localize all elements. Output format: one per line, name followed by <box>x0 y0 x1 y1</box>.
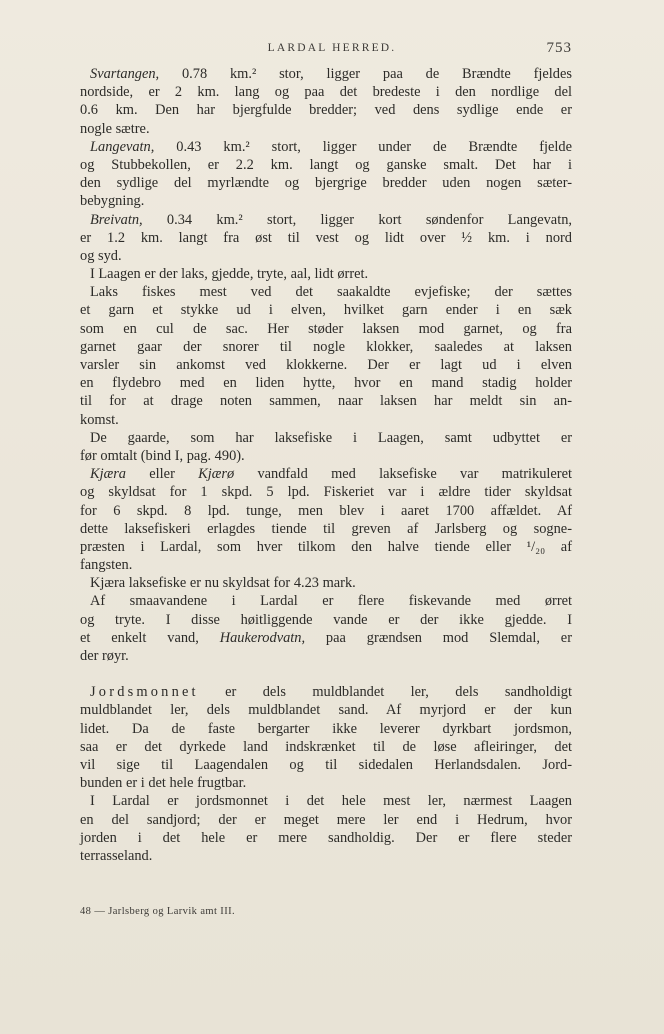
text-line <box>80 83 572 101</box>
text-line <box>80 647 572 665</box>
text-line <box>80 520 572 538</box>
text-line <box>80 829 572 847</box>
paragraph-gap <box>80 665 572 683</box>
text-run: 0.6 km. Den har bjergfulde bredder; ved dens sydlige ende er <box>80 102 572 119</box>
text-line <box>80 847 572 865</box>
text-line <box>80 447 572 465</box>
text-line <box>80 538 572 556</box>
italic-term: Kjæra <box>90 466 126 483</box>
text-run: I Laagen er der laks, gjedde, tryte, aal, lidt ørret. <box>90 266 369 283</box>
text-line <box>80 120 572 138</box>
text-run: vandfald med laksefiske var matrikuleret <box>234 466 572 483</box>
text-run: nogle sætre. <box>80 120 150 137</box>
text-run: for 6 skpd. 8 lpd. tunge, men blev i aaret 1700 affældet. Af <box>80 502 572 519</box>
text-run: er 1.2 km. langt fra øst til vest og lidt over ½ km. i nord <box>80 229 572 246</box>
italic-term: Svartangen, <box>90 66 160 82</box>
italic-term: Haukerodvatn, <box>219 629 306 646</box>
text-line <box>80 229 572 247</box>
text-run: fangsten. <box>80 557 133 574</box>
text-line <box>80 138 572 156</box>
text-line <box>80 301 572 319</box>
text-line <box>80 156 572 174</box>
text-line <box>80 374 572 392</box>
text-run: præsten i Lardal, som hver tilkom den halve tiende eller ¹/₂₀ af <box>80 538 572 555</box>
text-run: bunden er i det hele frugtbar. <box>80 775 247 792</box>
text-line <box>80 556 572 574</box>
text-run: og tryte. I disse høitliggende vande er der ikke gjedde. I <box>80 611 572 628</box>
text-run: Kjæra laksefiske er nu skyldsat for 4.23 mark. <box>90 575 356 592</box>
text-run: og syd. <box>80 247 122 264</box>
text-run: paa grændsen mod Slemdal, er <box>305 629 572 646</box>
text-run: terrasseland. <box>80 847 153 864</box>
text-run: komst. <box>80 411 119 428</box>
text-line <box>80 483 572 501</box>
footer-signature: 48 — Jarlsberg og Larvik amt III. <box>80 906 236 917</box>
text-run: før omtalt (bind I, pag. 490). <box>80 447 245 464</box>
text-run: dette laksefiskeri erlagdes tiende til greven af Jarlsberg og sogne- <box>80 520 572 537</box>
italic-term: Langevatn, <box>90 138 155 155</box>
text-run: 0.34 km.² stort, ligger kort søndenfor Langevatn, <box>142 211 572 228</box>
text-run: varsler sin ankomst ved klokkerne. Der er lagt ud i elven <box>80 357 572 373</box>
text-run: garnet gaar der snorer til nogle klokker, saaledes at laksen <box>80 338 572 355</box>
text-run: til for at drage noten sammen, naar laksen har meldt sin an- <box>80 393 572 410</box>
text-run: og Stubbekollen, er 2.2 km. langt og ganske smalt. Det har i <box>80 156 572 173</box>
running-title: LARDAL HERRED. <box>267 42 397 54</box>
text-line <box>80 774 572 792</box>
text-line <box>80 429 572 447</box>
text-line <box>80 283 572 301</box>
text-line <box>80 629 572 647</box>
text-line <box>80 811 572 829</box>
text-run: lidet. Da de faste bergarter ikke leverer dyrkbart jordsmon, <box>80 720 572 737</box>
text-line <box>80 756 572 774</box>
text-run: som en cul de sac. Her støder laksen mod garnet, og fra <box>80 320 572 337</box>
text-run: De gaarde, som har laksefiske i Laagen, samt udbyttet er <box>90 429 572 446</box>
text-run: jorden i det hele er mere sandholdig. Der er flere steder <box>80 829 572 846</box>
text-run: muldblandet ler, dels muldblandet sand. Af myrjord er der kun <box>80 702 572 719</box>
text-line <box>80 265 572 283</box>
text-line <box>80 101 572 119</box>
text-run: vil sige til Laagendalen og til sidedalen Herlandsdalen. Jord- <box>80 756 572 773</box>
text-run: er dels muldblandet ler, dels sandholdigt <box>198 684 572 701</box>
text-run: eller <box>126 466 199 483</box>
text-run: 0.43 km.² stort, ligger under de Brændte fjelde <box>154 138 572 155</box>
text-line <box>80 502 572 520</box>
text-line <box>80 192 572 210</box>
running-head <box>0 40 664 60</box>
text-run: en flydebro med en liden hytte, hvor en mand stadig holder <box>80 375 572 392</box>
text-run: nordside, er 2 km. lang og paa det bredeste i den nordlige del <box>80 84 572 101</box>
text-line <box>80 720 572 738</box>
text-run: Laks fiskes mest ved det saakaldte evjefiske; der sættes <box>90 284 572 301</box>
text-line <box>80 211 572 229</box>
text-run: den sydlige del myrlændte og bjergrige bredder uden nogen sæter- <box>80 175 572 192</box>
text-line <box>80 65 572 83</box>
text-line <box>80 574 572 592</box>
spaced-term: Jordsmonnet <box>90 684 199 701</box>
text-line <box>80 247 572 265</box>
text-line <box>80 338 572 356</box>
text-run: Af smaavandene i Lardal er flere fiskevande med ørret <box>90 593 572 610</box>
text-run: et garn et stykke ud i elven, hvilket garn ender i en sæk <box>80 302 572 319</box>
italic-term: Breivatn, <box>90 211 143 228</box>
text-run: 0.78 km.² stor, ligger paa de Brændte fjeldes <box>159 66 572 82</box>
text-line <box>80 738 572 756</box>
text-line <box>80 592 572 610</box>
text-run: og skyldsat for 1 skpd. 5 lpd. Fiskeriet var i ældre tider skyldsat <box>80 484 572 501</box>
page-number: 753 <box>546 40 572 56</box>
text-run: der røyr. <box>80 648 129 664</box>
italic-term: Kjærø <box>198 466 235 483</box>
text-line <box>80 411 572 429</box>
text-run: en del sandjord; der er meget mere ler end i Hedrum, hvor <box>80 811 572 828</box>
text-run: et enkelt vand, <box>80 629 220 646</box>
body-text <box>80 65 572 865</box>
text-line <box>80 792 572 810</box>
text-line <box>80 465 572 483</box>
text-line <box>80 320 572 338</box>
text-line <box>80 356 572 374</box>
text-line <box>80 611 572 629</box>
text-run: I Lardal er jordsmonnet i det hele mest ler, nærmest Laagen <box>90 793 572 810</box>
text-run: saa er det dyrkede land indskrænket til de løse afleiringer, det <box>80 738 572 755</box>
text-run: bebygning. <box>80 193 145 210</box>
text-line <box>80 174 572 192</box>
text-line <box>80 701 572 719</box>
text-line <box>80 392 572 410</box>
text-line <box>80 683 572 701</box>
